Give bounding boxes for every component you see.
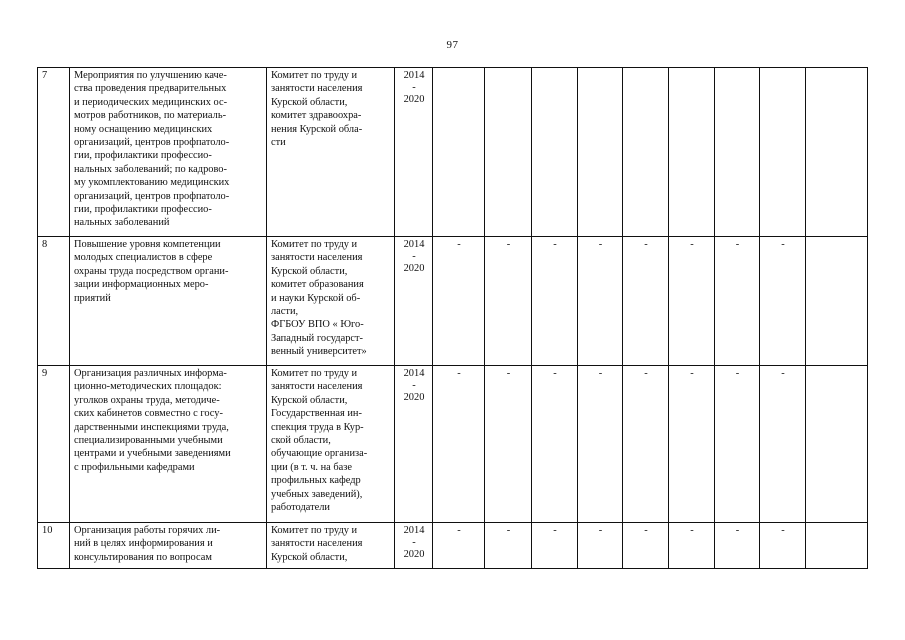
value-cell: [433, 68, 485, 237]
year-separator: -: [412, 380, 416, 392]
executor-cell: Комитет по труду и занятости населения Курской области, комитет здравоохра- нения Курской обла- сти: [267, 68, 395, 237]
value-cell: -: [715, 523, 760, 569]
value-cell: [532, 68, 578, 237]
period-cell: [395, 366, 433, 523]
value-cell: -: [669, 366, 715, 523]
period-cell: [395, 523, 433, 569]
value-cell: -: [532, 523, 578, 569]
year-end: 2020: [403, 549, 425, 561]
year-start: 2014: [403, 368, 425, 379]
year-separator: -: [412, 537, 416, 549]
value-cell: -: [433, 366, 485, 523]
page-number: 97: [446, 39, 459, 51]
measure-cell: Мероприятия по улучшению каче- ства проведения предварительных и периодических медицинских ос- мотров работников, по материаль- ному оснащению медицинских организаций, центров профпатоло- гии, профилактики профессио- нальных заболеваний; по кадрово- му укомплектованию медицинских организаций, центров профпатоло- гии, профилактики профессио- нальных заболеваний: [70, 68, 267, 237]
value-cell: [669, 68, 715, 237]
row-number: 9: [38, 366, 70, 523]
table-row: [38, 68, 868, 237]
value-cell: [760, 68, 806, 237]
value-cell: -: [623, 237, 669, 366]
measure-cell: Повышение уровня компетенции молодых специалистов в сфере охраны труда посредством органи- зации информационных меро- приятий: [70, 237, 267, 366]
value-cell: -: [715, 237, 760, 366]
year-end: 2020: [403, 263, 425, 275]
period-cell: [395, 237, 433, 366]
measure-cell: Организация работы горячих ли- ний в целях информирования и консультирования по вопросам: [70, 523, 267, 569]
row-number: 8: [38, 237, 70, 366]
value-cell: -: [433, 237, 485, 366]
value-cell: [485, 68, 532, 237]
year-end: 2020: [403, 392, 425, 404]
value-cell: -: [578, 366, 623, 523]
table-row: [38, 237, 868, 366]
row-number: 7: [38, 68, 70, 237]
value-cell-extra: [806, 68, 868, 237]
value-cell: -: [532, 237, 578, 366]
year-separator: -: [412, 82, 416, 94]
measures-table: [37, 67, 868, 569]
year-start: 2014: [403, 239, 425, 250]
value-cell-extra: [806, 366, 868, 523]
value-cell-extra: [806, 523, 868, 569]
value-cell: -: [532, 366, 578, 523]
value-cell: -: [578, 523, 623, 569]
value-cell: -: [485, 523, 532, 569]
value-cell: -: [760, 523, 806, 569]
executor-cell: Комитет по труду и занятости населения Курской области, комитет образования и науки Курской об- ласти, ФГБОУ ВПО « Юго- Западный государст- венный университет»: [267, 237, 395, 366]
value-cell: [715, 68, 760, 237]
value-cell-extra: [806, 237, 868, 366]
executor-cell: Комитет по труду и занятости населения Курской области,: [267, 523, 395, 569]
executor-cell: Комитет по труду и занятости населения Курской области, Государственная ин- спекция труда в Кур- ской области, обучающие организа- ции (в т. ч. на базе профильных кафедр учебных заведений), работодатели: [267, 366, 395, 523]
value-cell: -: [578, 237, 623, 366]
value-cell: -: [485, 237, 532, 366]
value-cell: [623, 68, 669, 237]
table-row: [38, 366, 868, 523]
year-separator: -: [412, 251, 416, 263]
row-number: 10: [38, 523, 70, 569]
year-end: 2020: [403, 94, 425, 106]
year-start: 2014: [403, 525, 425, 536]
measure-cell: Организация различных информа- ционно-методических площадок: уголков охраны труда, методиче- ских кабинетов совместно с госу- дарственными инспекциями труда, специализированными учебными центрами и учебными заведениями с профильными кафедрами: [70, 366, 267, 523]
year-start: 2014: [403, 70, 425, 81]
value-cell: -: [433, 523, 485, 569]
value-cell: -: [669, 523, 715, 569]
value-cell: [578, 68, 623, 237]
value-cell: -: [669, 237, 715, 366]
value-cell: -: [623, 366, 669, 523]
table-row: [38, 523, 868, 569]
value-cell: -: [485, 366, 532, 523]
value-cell: -: [760, 366, 806, 523]
value-cell: -: [760, 237, 806, 366]
period-cell: [395, 68, 433, 237]
value-cell: -: [715, 366, 760, 523]
value-cell: -: [623, 523, 669, 569]
